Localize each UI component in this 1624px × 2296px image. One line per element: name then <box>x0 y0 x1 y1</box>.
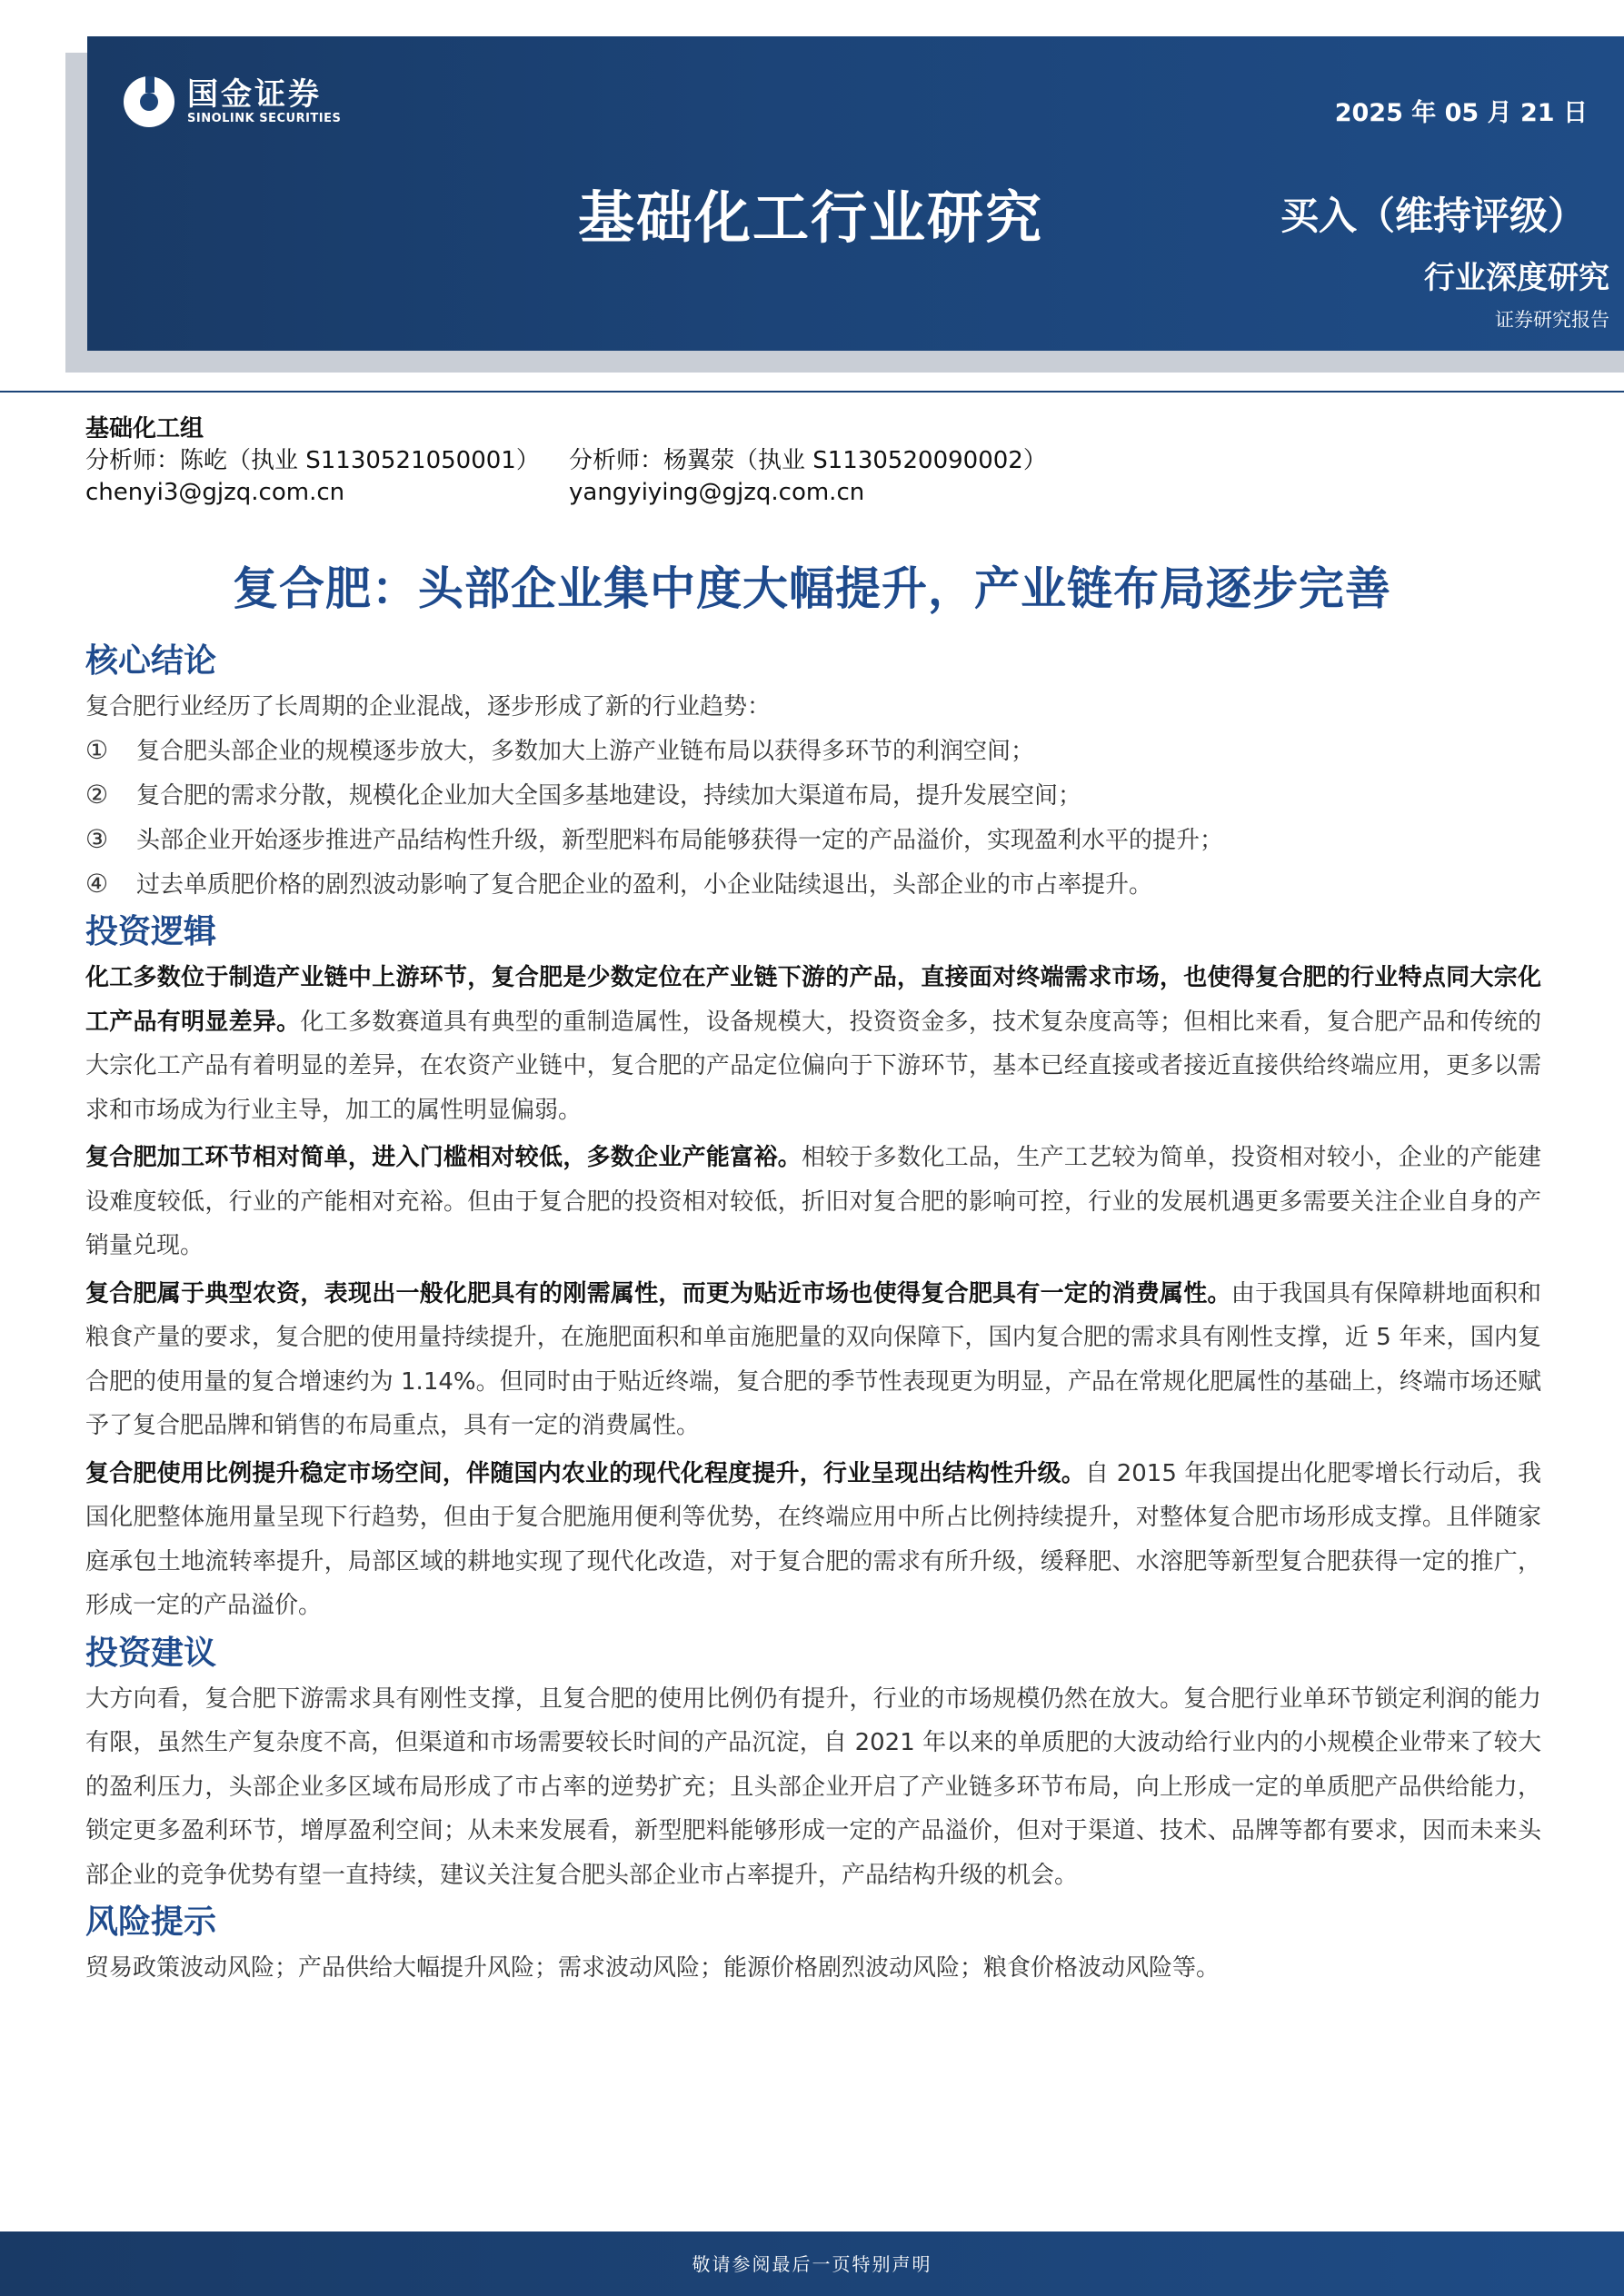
paragraph-text: 化工多数赛道具有典型的重制造属性，设备规模大，投资资金多，技术复杂度高等；但相比来看，复合肥产品和传统的大宗化工产品有着明显的差异，在农资产业链中，复合肥的产品定位偏向于下游环节，基本已经直接或者接近直接供给终端应用，更多以需求和市场成为行业主导，加工的属性明显偏弱。 <box>85 1008 1541 1124</box>
core-intro: 复合肥行业经历了长周期的企业混战，逐步形成了新的行业趋势： <box>85 693 772 721</box>
header-divider <box>0 391 1624 393</box>
paragraph-lead: 复合肥加工环节相对简单，进入门槛相对较低，多数企业产能富裕。 <box>85 1144 802 1171</box>
analyst-1-email[interactable]: chenyi3@gjzq.com.cn <box>85 479 345 506</box>
rating: 买入（维持评级） <box>1280 194 1586 238</box>
sinolink-logo-icon <box>124 76 174 127</box>
core-item <box>85 729 1541 773</box>
item-text: 过去单质肥价格的剧烈波动影响了复合肥企业的盈利，小企业陆续退出，头部企业的市占率提升。 <box>136 871 1153 899</box>
item-text: 头部企业开始逐步推进产品结构性升级，新型肥料布局能够获得一定的产品溢价，实现盈利水平的提升； <box>136 827 1224 854</box>
paragraph-lead: 复合肥使用比例提升稳定市场空间，伴随国内农业的现代化程度提升，行业呈现出结构性升级。 <box>85 1459 1086 1487</box>
footer-disclaimer: 敬请参阅最后一页特别声明 <box>692 2253 932 2275</box>
logic-paragraph <box>85 1272 1541 1448</box>
section-core-heading: 核心结论 <box>85 642 217 680</box>
section-logic-heading: 投资逻辑 <box>85 913 217 950</box>
core-item <box>85 818 1541 862</box>
core-item <box>85 773 1541 818</box>
item-text: 复合肥的需求分散，规模化企业加大全国多基地建设，持续加大渠道布局，提升发展空间； <box>136 782 1082 810</box>
advice-paragraph: 大方向看，复合肥下游需求具有刚性支撑，且复合肥的使用比例仍有提升，行业的市场规模仍然在放大。复合肥行业单环节锁定利润的能力有限，虽然生产复杂度不高，但渠道和市场需要较长时间的产品沉淀，自 2021 年以来的单质肥的大波动给行业内的小规模企业带来了较大的盈利压力，头部企业多区域布局形成了市占率的逆势扩充；且头部企业开启了产业链多环节布局，向上形成一定的单质肥产品供给能力，锁定更多盈利环节，增厚盈利空间；从未来发展看，新型肥料能够形成一定的产品溢价，但对于渠道、技术、品牌等都有要求，因而未来头部企业的竞争优势有望一直持续，建议关注复合肥头部企业市占率提升，产品结构升级的机会。 <box>85 1685 1541 1889</box>
analyst-2-email[interactable]: yangyiying@gjzq.com.cn <box>569 479 865 506</box>
item-number: ③ <box>85 824 109 854</box>
report-date: 2025 年 05 月 21 日 <box>1334 99 1588 127</box>
analyst-1-name: 分析师：陈屹（执业 S1130521050001） <box>85 447 540 474</box>
paragraph-lead: 化工多数位于制造产业链中上游环节，复合肥是少数定位在产业链下游的产品，直接面对终端需求市场，也使得复合肥的行业特点同大宗化工产品有明显差异。 <box>85 964 1541 1036</box>
section-advice-heading: 投资建议 <box>85 1634 217 1672</box>
report-type: 行业深度研究 <box>1424 260 1609 296</box>
logic-paragraph <box>85 1452 1541 1628</box>
logic-paragraph <box>85 1136 1541 1268</box>
report-subtype: 证券研究报告 <box>1495 309 1609 331</box>
company-logo <box>124 76 341 127</box>
analyst-2-name: 分析师：杨翼荥（执业 S1130520090002） <box>569 447 1047 474</box>
item-number: ② <box>85 780 109 810</box>
analyst-group: 基础化工组 <box>85 415 204 442</box>
item-text: 复合肥头部企业的规模逐步放大，多数加大上游产业链布局以获得多环节的利润空间； <box>136 738 1035 765</box>
paragraph-text: 由于我国具有保障耕地面积和粮食产量的要求，复合肥的使用量持续提升，在施肥面积和单亩施肥量的双向保障下，国内复合肥的需求具有刚性支撑，近 5 年来，国内复合肥的使用量的复合增速约为 1.14%。但同时由于贴近终端，复合肥的季节性表现更为明显，产品在常规化肥属性的基础上，终端市场还赋予了复合肥品牌和销售的布局重点，具有一定的消费属性。 <box>85 1279 1541 1439</box>
footer-bar <box>0 2231 1624 2296</box>
item-number: ④ <box>85 869 109 899</box>
logo-name-en: SINOLINK SECURITIES <box>187 112 342 125</box>
risk-paragraph: 贸易政策波动风险；产品供给大幅提升风险；需求波动风险；能源价格剧烈波动风险；粮食价格波动风险等。 <box>85 1954 1220 1982</box>
logic-paragraph <box>85 956 1541 1132</box>
item-number: ① <box>85 735 109 765</box>
section-risk-heading: 风险提示 <box>85 1903 217 1941</box>
header-banner <box>87 36 1624 351</box>
core-item <box>85 862 1541 907</box>
report-title: 复合肥：头部企业集中度大幅提升，产业链布局逐步完善 <box>233 562 1391 615</box>
logo-name-cn: 国金证券 <box>187 76 322 113</box>
paragraph-lead: 复合肥属于典型农资，表现出一般化肥具有的刚需属性，而更为贴近市场也使得复合肥具有一定的消费属性。 <box>85 1279 1231 1307</box>
industry-title: 基础化工行业研究 <box>578 184 1044 251</box>
paragraph-text: 相较于多数化工品，生产工艺较为简单，投资相对较小，企业的产能建设难度较低，行业的产能相对充裕。但由于复合肥的投资相对较低，折旧对复合肥的影响可控，行业的发展机遇更多需要关注企业自身的产销量兑现。 <box>85 1144 1541 1259</box>
report-body <box>85 636 1541 1994</box>
paragraph-text: 自 2015 年我国提出化肥零增长行动后，我国化肥整体施用量呈现下行趋势，但由于复合肥施用便利等优势，在终端应用中所占比例持续提升，对整体复合肥市场形成支撑。且伴随家庭承包土地流转率提升，局部区域的耕地实现了现代化改造，对于复合肥的需求有所升级，缓释肥、水溶肥等新型复合肥获得一定的推广，形成一定的产品溢价。 <box>85 1459 1541 1619</box>
